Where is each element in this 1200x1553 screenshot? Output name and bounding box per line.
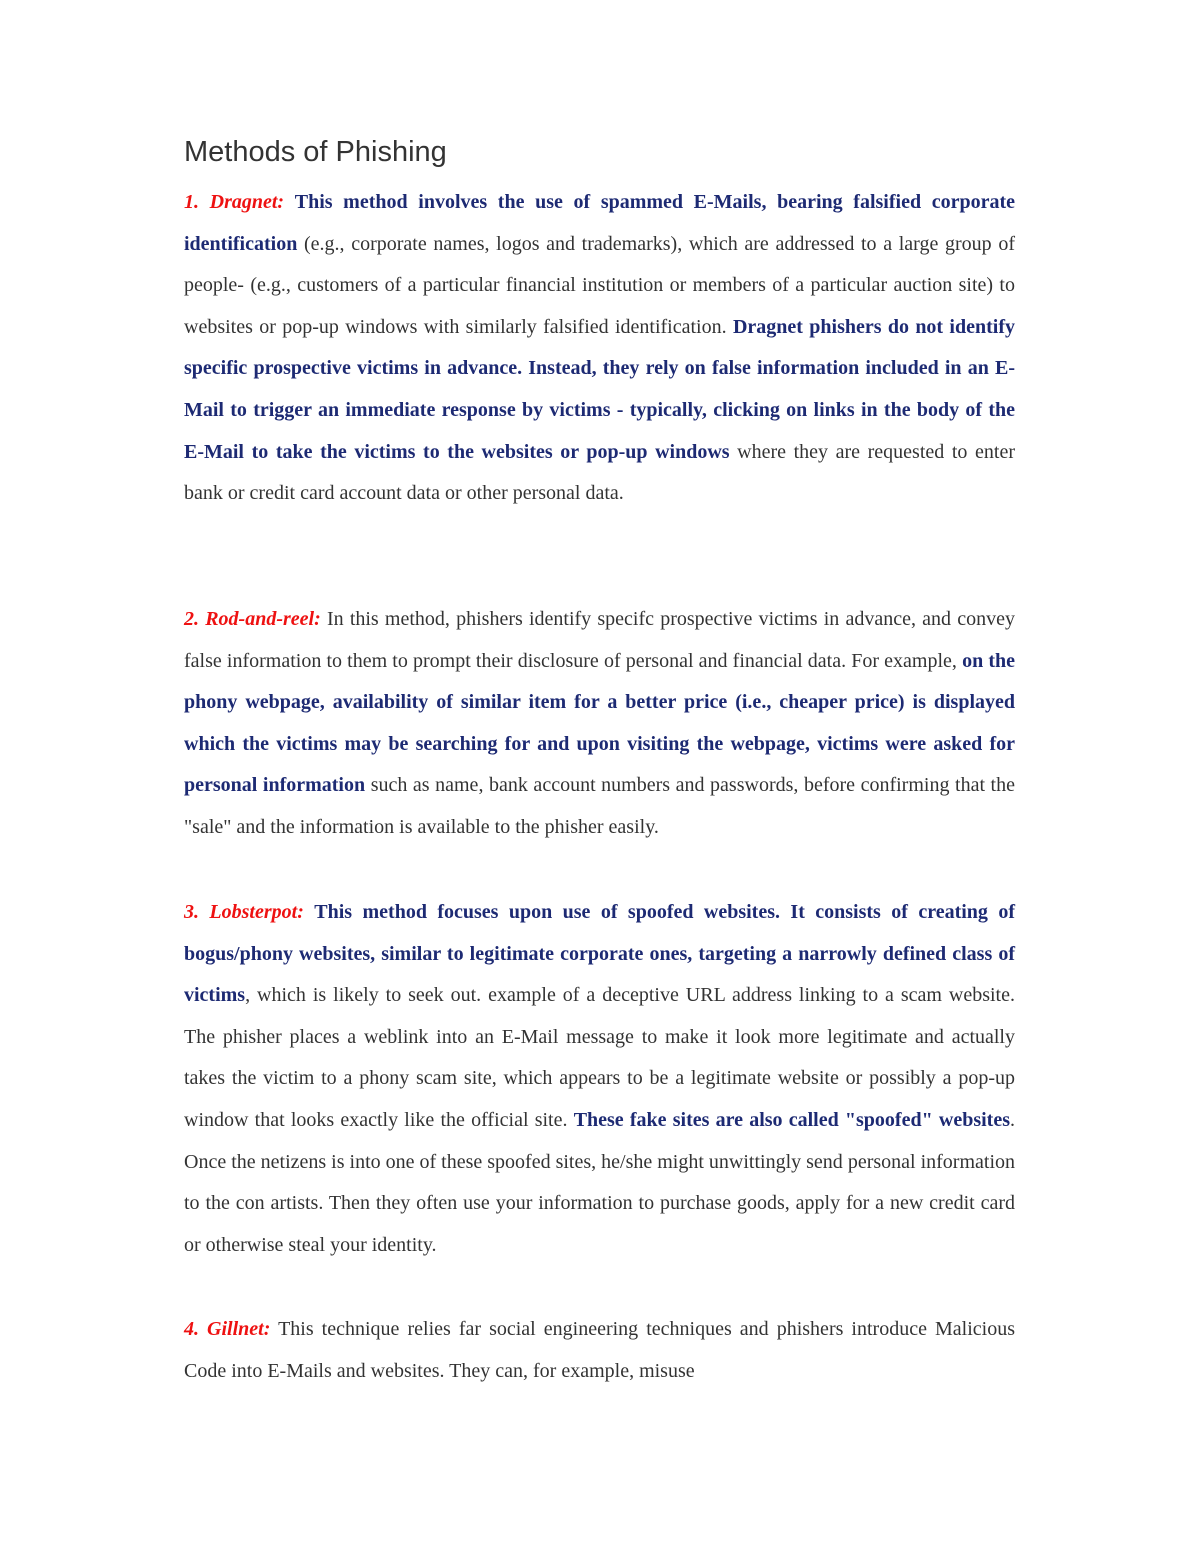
emphasis-text: on the phony webpage, availability of similar item for a better price (i.e., cheaper price) is displayed which the victims may be searching for and upon visiting the webpage, victims were asked for personal information xyxy=(184,649,1016,797)
emphasis-text: This method involves the use of spammed E-Mails, bearing falsified corporate identification xyxy=(184,191,1015,255)
body-text: , which is likely to seek out. example of a deceptive URL address linking to a scam website. The phisher places a weblink into an E-Mail message to make it look more legitimate and actually takes the victim to a phony scam site, which appears to be a legitimate website or possibly a pop-up window that looks exactly like the official site. xyxy=(184,984,1015,1131)
section-rod-and-reel xyxy=(184,599,1015,849)
section-term: Lobsterpot: xyxy=(209,901,304,923)
emphasis-text: This method focuses upon use of spoofed websites. It consists of creating of bogus/phony websites, similar to legitimate corporate ones, targeting a narrowly defined class of victims xyxy=(184,901,1016,1007)
body-text: This technique relies far social engineering techniques and phishers introduce Malicious Code into E-Mails and websites. They can, for example, misuse xyxy=(184,1318,1015,1382)
body-text: . Once the netizens is into one of these spoofed sites, he/she might unwittingly send personal information to the con artists. Then they often use your information to purchase goods, apply for a new credit card or otherwise steal your identity. xyxy=(184,1108,1015,1256)
section-dragnet xyxy=(184,182,1015,515)
body-text: such as name, bank account numbers and passwords, before confirming that the "sale" and the information is available to the phisher easily. xyxy=(184,774,1015,838)
emphasis-text: These fake sites are also called "spoofed" websites xyxy=(573,1108,1010,1131)
section-gillnet xyxy=(184,1309,1015,1392)
body-text: (e.g., corporate names, logos and trademarks), which are addressed to a large group of people- (e.g., customers of a particular financial institution or members of a particular auction site) to websites or pop-up windows with similarly falsified identification. xyxy=(184,232,1016,338)
section-term: Dragnet: xyxy=(209,191,285,213)
section-number: 2. xyxy=(184,608,199,630)
section-term: Rod-and-reel: xyxy=(205,608,321,630)
section-lobsterpot xyxy=(184,892,1015,1266)
section-number: 4. xyxy=(184,1318,199,1340)
body-text: In this method, phishers identify specifc prospective victims in advance, and convey false information to them to prompt their disclosure of personal and financial data. For example, xyxy=(184,608,1015,672)
section-number: 3. xyxy=(184,901,199,923)
body-text: where they are requested to enter bank or credit card account data or other personal data. xyxy=(184,440,1015,505)
section-term: Gillnet: xyxy=(207,1318,271,1340)
section-number: 1. xyxy=(184,191,199,213)
document-title: Methods of Phishing xyxy=(184,136,447,168)
emphasis-text: Dragnet phishers do not identify specific prospective victims in advance. Instead, they rely on false information included in an E-Mail to trigger an immediate response by victims - typically, clicking on links in the body of the E-Mail to take the victims to the websites or pop-up windows xyxy=(184,315,1015,463)
